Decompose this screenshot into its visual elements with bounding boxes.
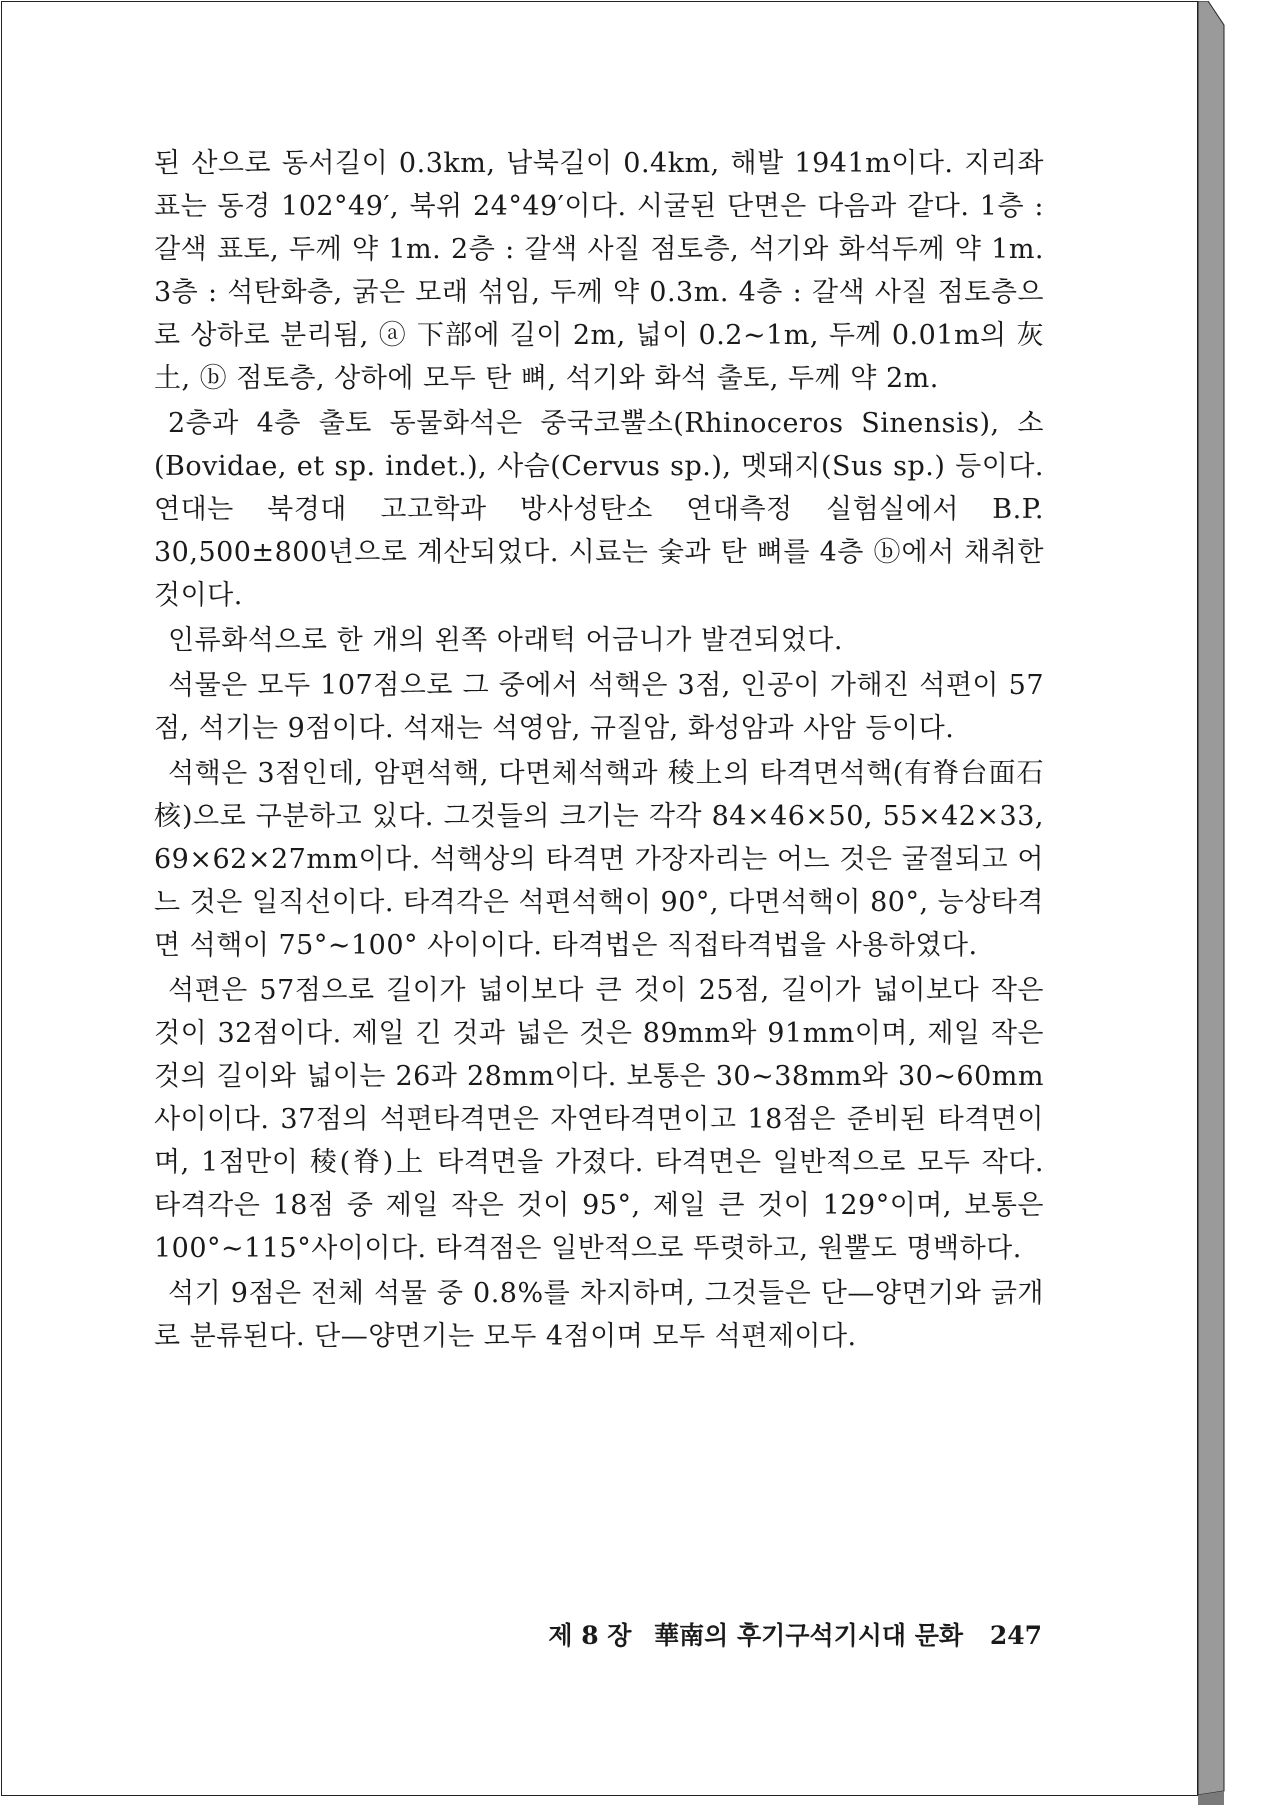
paragraph-7: 석기 9점은 전체 석물 중 0.8%를 차지하며, 그것들은 단—양면기와 긁개로 분류된다. 단—양면기는 모두 4점이며 모두 석편제이다. (154, 1278, 1044, 1352)
paragraph-5: 석핵은 3점인데, 암편석핵, 다면체석핵과 稜上의 타격면석핵(有脊台面石核)으로 구분하고 있다. 그것들의 크기는 각각 84×46×50, 55×42×33, 69×62×27mm이다. 석핵상의 타격면 가장자리는 어느 것은 굴절되고 어느 것은 일직선이다. 타격각은 석편석핵이 90°, 다면석핵이 80°, 능상타격면 석핵이 75°∼100° 사이이다. 타격법은 직접타격법을 사용하였다. (154, 758, 1044, 961)
paragraph-4: 석물은 모두 107점으로 그 중에서 석핵은 3점, 인공이 가해진 석편이 57점, 석기는 9점이다. 석재는 석영암, 규질암, 화성암과 사암 등이다. (154, 670, 1044, 744)
body-text (154, 142, 1044, 1358)
book-page (1, 1, 1198, 1796)
paragraph-2: 2층과 4층 출토 동물화석은 중국코뿔소(Rhinoceros Sinensis), 소(Bovidae, et sp. indet.), 사슴(Cervus sp.), 멧돼지(Sus sp.) 등이다. 연대는 북경대 고고학과 방사성탄소 연대측정 실험실에서 B.P. 30,500±800년으로 계산되었다. 시료는 숯과 탄 뼈를 4층 ⓑ에서 채취한 것이다. (154, 408, 1044, 611)
footer-title: 華南의 후기구석기시대 문화 (654, 1621, 964, 1650)
paragraph-3: 인류화석으로 한 개의 왼쪽 아래턱 어금니가 발견되었다. (168, 625, 843, 656)
paragraph-6: 석편은 57점으로 길이가 넓이보다 큰 것이 25점, 길이가 넓이보다 작은 것이 32점이다. 제일 긴 것과 넓은 것은 89mm와 91mm이며, 제일 작은 것의 길이와 넓이는 26과 28mm이다. 보통은 30∼38mm와 30∼60mm 사이이다. 37점의 석편타격면은 자연타격면이고 18점은 준비된 타격면이며, 1점만이 稜(脊)上 타격면을 가졌다. 타격면은 일반적으로 모두 작다. 타격각은 18점 중 제일 작은 것이 95°, 제일 큰 것이 129°이며, 보통은 100°∼115°사이이다. 타격점은 일반적으로 뚜렷하고, 원뿔도 명백하다. (154, 975, 1044, 1264)
running-footer (522, 1616, 1042, 1652)
footer-chapter: 제 8 장 (548, 1621, 632, 1650)
page-number: 247 (989, 1621, 1042, 1650)
paragraph-1: 된 산으로 동서길이 0.3km, 남북길이 0.4km, 해발 1941m이다. 지리좌표는 동경 102°49′, 북위 24°49′이다. 시굴된 단면은 다음과 같다. 1층 : 갈색 표토, 두께 약 1m. 2층 : 갈색 사질 점토층, 석기와 화석두께 약 1m. 3층 : 석탄화층, 굵은 모래 섞임, 두께 약 0.3m. 4층 : 갈색 사질 점토층으로 상하로 분리됨, ⓐ 下部에 길이 2m, 넓이 0.2∼1m, 두께 0.01m의 灰土, ⓑ 점토층, 상하에 모두 탄 뼈, 석기와 화석 출토, 두께 약 2m. (154, 148, 1044, 394)
